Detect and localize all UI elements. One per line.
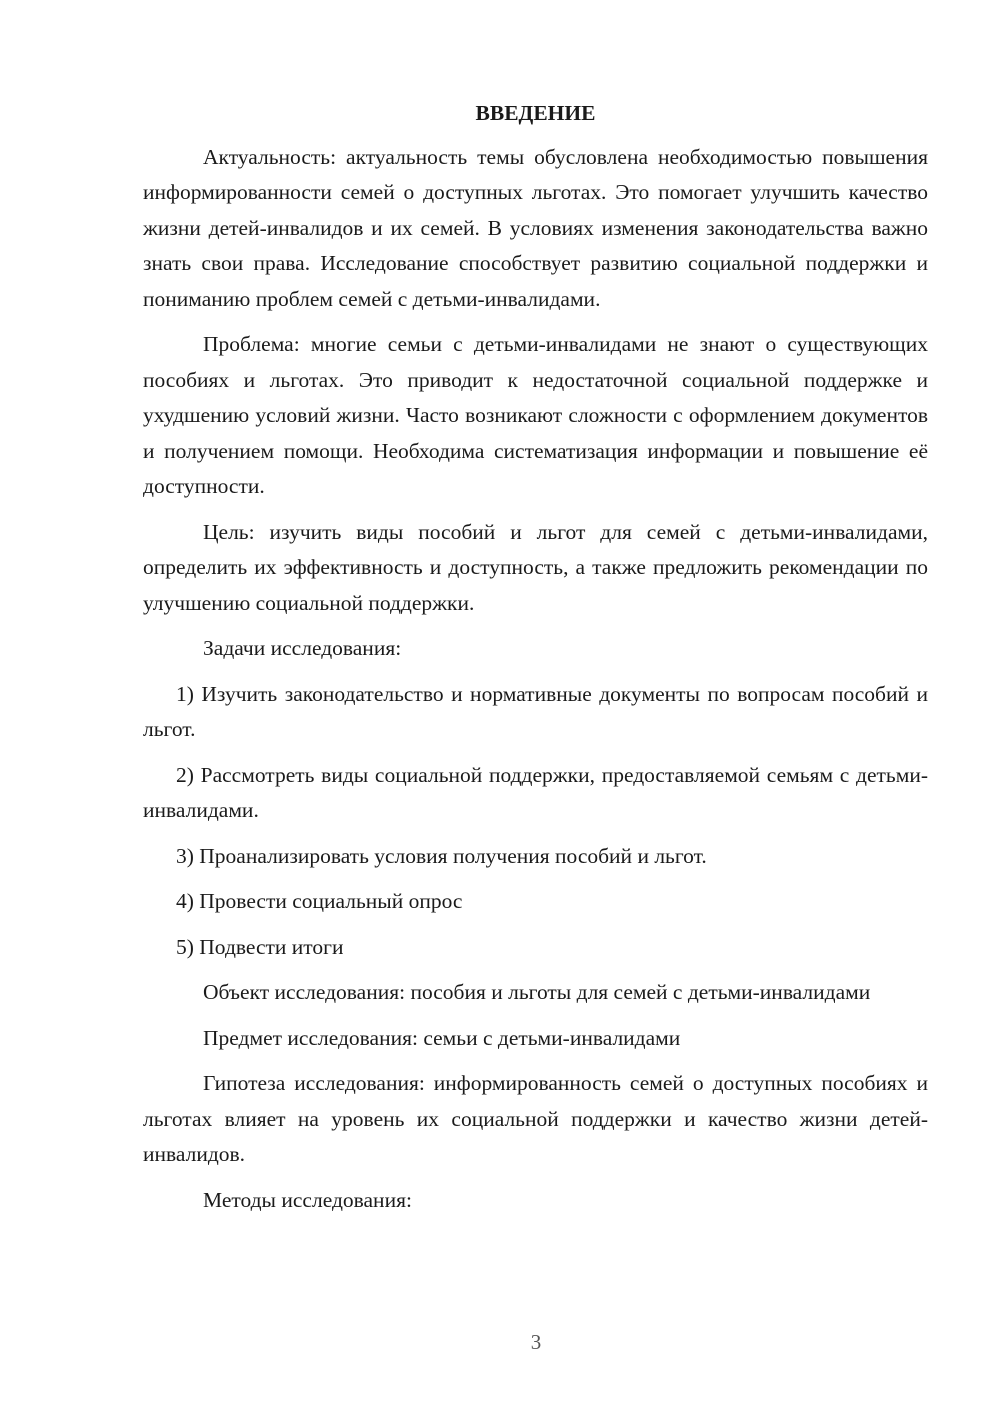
paragraph-methods: Методы исследования:	[203, 1187, 412, 1212]
task-item-5: 5) Подвести итоги	[176, 934, 344, 959]
document-page	[143, 96, 928, 1228]
paragraph-object: Объект исследования: пособия и льготы для семей с детьми-инвалидами	[203, 980, 871, 1004]
paragraph-problem: Проблема: многие семьи с детьми-инвалидами не знают о существующих пособиях и льготах. Это приводит к недостаточной социальной поддержке и ухудшению условий жизни. Часто возникают сложности с оформлением документов и получением помощи. Необходима систематизация информации и повышение её доступности.	[143, 332, 928, 498]
page-number: 3	[530, 1330, 542, 1354]
paragraph-tasks-heading: Задачи исследования:	[203, 636, 402, 660]
paragraph-subject: Предмет исследования: семьи с детьми-инвалидами	[203, 1025, 681, 1050]
task-item-3: 3) Проанализировать условия получения пособий и льгот.	[176, 843, 707, 868]
paragraph-hypothesis: Гипотеза исследования: информированность семей о доступных пособиях и льготах влияет на уровень их социальной поддержки и качество жизни детей-инвалидов.	[143, 1071, 928, 1166]
task-item-1: 1) Изучить законодательство и нормативные документы по вопросам пособий и льгот.	[143, 681, 928, 741]
task-item-4: 4) Провести социальный опрос	[176, 889, 463, 913]
task-item-2: 2) Рассмотреть виды социальной поддержки, предоставляемой семьям с детьми-инвалидами.	[143, 762, 928, 822]
paragraph-goal: Цель: изучить виды пособий и льгот для семей с детьми-инвалидами, определить их эффективность и доступность, а также предложить рекомендации по улучшению социальной поддержки.	[143, 519, 928, 615]
page-title: ВВЕДЕНИЕ	[475, 101, 596, 125]
paragraph-relevance: Актуальность: актуальность темы обусловлена необходимостью повышения информированности семей о доступных льготах. Это помогает улучшить качество жизни детей-инвалидов и их семей. В условиях изменения законодательства важно знать свои права. Исследование способствует развитию социальной поддержки и пониманию проблем семей с детьми-инвалидами.	[143, 144, 928, 311]
